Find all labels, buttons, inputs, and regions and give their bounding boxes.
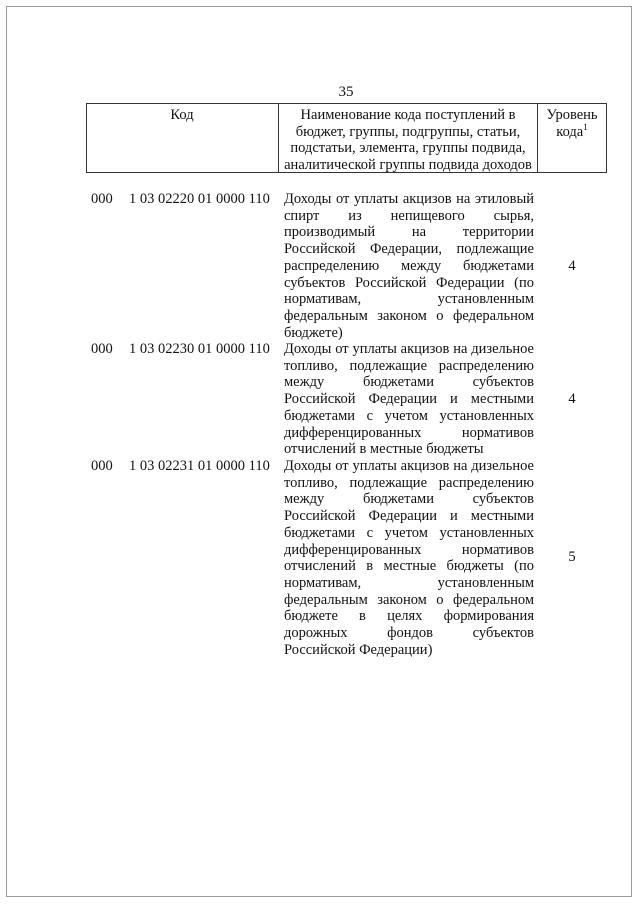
row-code: 1 03 02231 01 0000 110: [129, 458, 270, 474]
row-level: 5: [568, 549, 576, 565]
header-code: Код: [170, 107, 194, 123]
row-code: 1 03 02220 01 0000 110: [129, 191, 270, 207]
row-prefix: 000: [91, 458, 113, 474]
header-level-label: Уровень кода: [546, 107, 598, 140]
row-description: Доходы от уплаты акцизов на дизельное топливо, подлежащие распределению между бюджетами субъектов Российской Федерации и местными бюджетами с учетом установленных дифференцированных нормативов отчислений в местные бюджеты: [284, 341, 534, 458]
row-level: 4: [568, 258, 576, 274]
row-code: 1 03 02230 01 0000 110: [129, 341, 270, 357]
footnote-marker: 1: [583, 121, 588, 132]
row-level: 4: [568, 391, 576, 407]
row-prefix: 000: [91, 341, 113, 357]
row-prefix: 000: [91, 191, 113, 207]
header-name: Наименование кода поступлений в бюджет, группы, подгруппы, статьи, подстатьи, элемента, группы подвида, аналитической группы подвида доходов: [284, 107, 532, 173]
header-level: [538, 107, 606, 140]
page-number: 35: [338, 84, 354, 100]
row-description: Доходы от уплаты акцизов на этиловый спирт из непищевого сырья, производимый на территории Российской Федерации, подлежащие распределению между бюджетами субъектов Российской Федерации (по нормативам, установленным федеральным законом о федеральном бюджете): [284, 191, 534, 341]
row-description: Доходы от уплаты акцизов на дизельное топливо, подлежащие распределению между бюджетами субъектов Российской Федерации и местными бюджетами с учетом установленных дифференцированных нормативов отчислений в местные бюджеты (по нормативам, установленным федеральным законом о федеральном бюджете в целях формирования дорожных фондов субъектов Российской Федерации): [284, 458, 534, 658]
